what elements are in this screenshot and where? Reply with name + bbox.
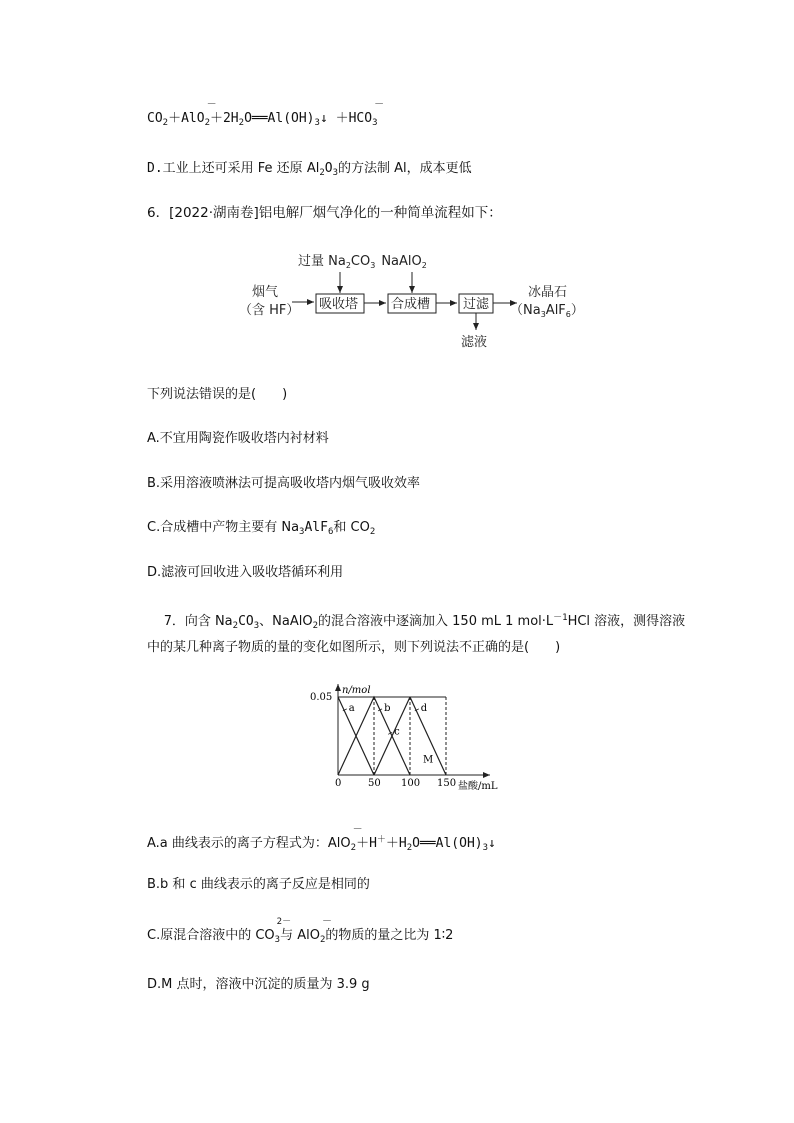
- q5-o: O: [324, 161, 333, 176]
- q7-option-a-text: A.a 曲线表示的离子方程式为：AlO: [147, 836, 351, 851]
- q6-c-sub3: 2: [369, 527, 376, 537]
- q7-chart: [300, 678, 520, 793]
- eq-co2-sub: 2: [162, 118, 169, 128]
- q7-c-sub: 3: [274, 935, 281, 945]
- q7-option-a: [147, 824, 496, 856]
- q7-stem-s3: 2: [312, 621, 319, 631]
- eq-alo2-sub: 2: [204, 118, 210, 128]
- q6-stem: [147, 205, 502, 221]
- reaction-equation-line: [147, 99, 385, 131]
- q7-stem-a: 向含 Na: [184, 614, 233, 629]
- q7-stem-e: HCl 溶液，测得溶液: [567, 614, 686, 629]
- q5-o-sub: 3: [332, 168, 338, 178]
- eq-hco3-ion: [372, 99, 385, 131]
- eq-2h2o: ＋2H: [209, 111, 239, 126]
- q5-option-d-text3: 的方法制 Al，成本更低: [338, 161, 472, 176]
- chart-x-label: 盐酸/mL: [458, 781, 498, 792]
- q7-stem-sup: －1: [553, 613, 568, 623]
- eq-aloh3-sub: 3: [314, 118, 320, 128]
- q5-al-sub: 2: [319, 168, 325, 178]
- eq-alo2: ＋AlO: [168, 111, 205, 126]
- chart-y-tick-0.05: 0.05: [310, 692, 333, 703]
- q7-stem-line2: 中的某几种离子物质的量的变化如图所示，则下列说法不正确的是( ): [147, 640, 561, 655]
- q6-option-c-prefix: C.合成槽中产物主要有 Na: [147, 520, 300, 535]
- chart-x-tick-150: 150: [437, 778, 457, 789]
- q7-a-alo2-charge: －: [352, 824, 363, 835]
- q6-stem-text: 铝电解厂烟气净化的一种简单流程如下：: [258, 205, 502, 221]
- q6-question: 下列说法错误的是( ): [147, 387, 288, 402]
- q5-option-d-prefix: D.: [147, 161, 163, 176]
- flow-box-filter-label: 过滤: [463, 297, 490, 312]
- q7-option-c-text: C.原混合溶液中的 CO: [147, 928, 275, 943]
- chart-series-label-c: c: [394, 726, 400, 738]
- q7-a-h: ＋H: [356, 836, 377, 851]
- chart-series-label-d: d: [420, 702, 428, 714]
- eq-hco3: ↓ ＋HCO: [319, 111, 373, 126]
- eq-hco3-sub: 3: [372, 118, 378, 128]
- chart-series-label-a: a: [348, 702, 355, 714]
- q7-a-alo2-ion: [350, 824, 363, 856]
- q6-option-a: A.不宜用陶瓷作吸收塔内衬材料: [147, 431, 329, 446]
- q5-option-d-text1: 工业上还可采用 Fe 还原 Al: [162, 161, 320, 176]
- chart-x-tick-100: 100: [401, 778, 421, 789]
- q7-number: 7．: [164, 614, 185, 629]
- q6-c-mid2: 和 CO: [333, 520, 370, 535]
- eq-h2o-sub: 2: [238, 118, 245, 128]
- q7-stem-line1: [164, 610, 685, 634]
- q7-stem-b: CO: [238, 614, 254, 629]
- q6-option-b: B.采用溶液喷淋法可提高吸收塔内烟气吸收效率: [147, 476, 421, 491]
- q7-c-co3-ion: [274, 917, 292, 948]
- q6-source: [2022·湖南卷]: [169, 205, 259, 221]
- q7-a-sub3: 3: [482, 843, 489, 853]
- q6-option-d: D.滤液可回收进入吸收塔循环利用: [147, 565, 344, 580]
- q7-c-sub2: 2: [319, 935, 326, 945]
- q7-option-c: [147, 916, 454, 948]
- q7-stem-s1: 2: [232, 621, 239, 631]
- q6-c-sub1: 3: [299, 527, 305, 537]
- q6-flow-diagram: [230, 248, 590, 358]
- flow-box-absorber-label: 吸收塔: [319, 297, 359, 312]
- eq-aloh3: O══Al(OH): [244, 111, 315, 126]
- eq-alo2-ion: [204, 99, 217, 131]
- q7-option-b: B.b 和 c 曲线表示的离子反应是相同的: [147, 877, 370, 892]
- q6-number: 6．: [147, 205, 170, 221]
- q7-a-aloh3: O══Al(OH): [412, 836, 483, 851]
- q5-option-d: [147, 161, 472, 181]
- chart-x-tick-0: 0: [335, 778, 342, 789]
- q7-stem-s2: 3: [253, 621, 260, 631]
- q6-c-mid: AlF: [304, 520, 328, 535]
- eq-co2: CO: [147, 111, 163, 126]
- chart-x-tick-50: 50: [368, 778, 381, 789]
- q6-c-sub2: 6: [327, 527, 334, 537]
- q7-stem-d: 的混合溶液中逐滴加入 150 mL 1 mol·L: [318, 614, 554, 629]
- flow-filtrate-label: 滤液: [461, 335, 488, 350]
- chart-annotation-m: M: [422, 754, 434, 766]
- q7-c-ratio: 的物质的量之比为 1∶2: [325, 928, 454, 943]
- eq-hco3-charge: －: [374, 99, 385, 110]
- flow-box-synthesis-label: 合成槽: [391, 297, 431, 312]
- q7-a-arrow: ↓: [488, 836, 496, 851]
- chart-y-label: n/mol: [342, 685, 371, 696]
- q7-a-sup: ＋: [376, 835, 386, 845]
- flow-input-label: 烟气: [252, 285, 279, 300]
- q7-c-alo2: 与 AlO: [280, 928, 320, 943]
- q7-stem-c: 、NaAlO: [259, 614, 313, 629]
- q7-option-d: D.M 点时，溶液中沉淀的质量为 3.9 g: [147, 977, 370, 992]
- flow-input-sub: （含 HF）: [239, 303, 300, 318]
- eq-alo2-charge: －: [206, 99, 217, 110]
- flow-output-label: 冰晶石: [528, 285, 568, 300]
- q7-a-sub: 2: [350, 843, 357, 853]
- q6-option-c: [147, 520, 375, 540]
- q7-c-alo2-ion: [319, 916, 332, 948]
- flow-output-formula: $(Na_3AlF_6)$: [510, 303, 584, 319]
- chart-series-label-b: b: [384, 702, 391, 714]
- q7-c-alo2-charge: －: [321, 916, 332, 927]
- q7-c-co3-charge: 2－: [276, 917, 292, 927]
- q7-a-h2: ＋H: [385, 836, 407, 851]
- q7-a-sub2: 2: [406, 843, 413, 853]
- flow-reagents-label: 过量 $Na_2CO_3$ NaAlO$_2$: [298, 254, 427, 270]
